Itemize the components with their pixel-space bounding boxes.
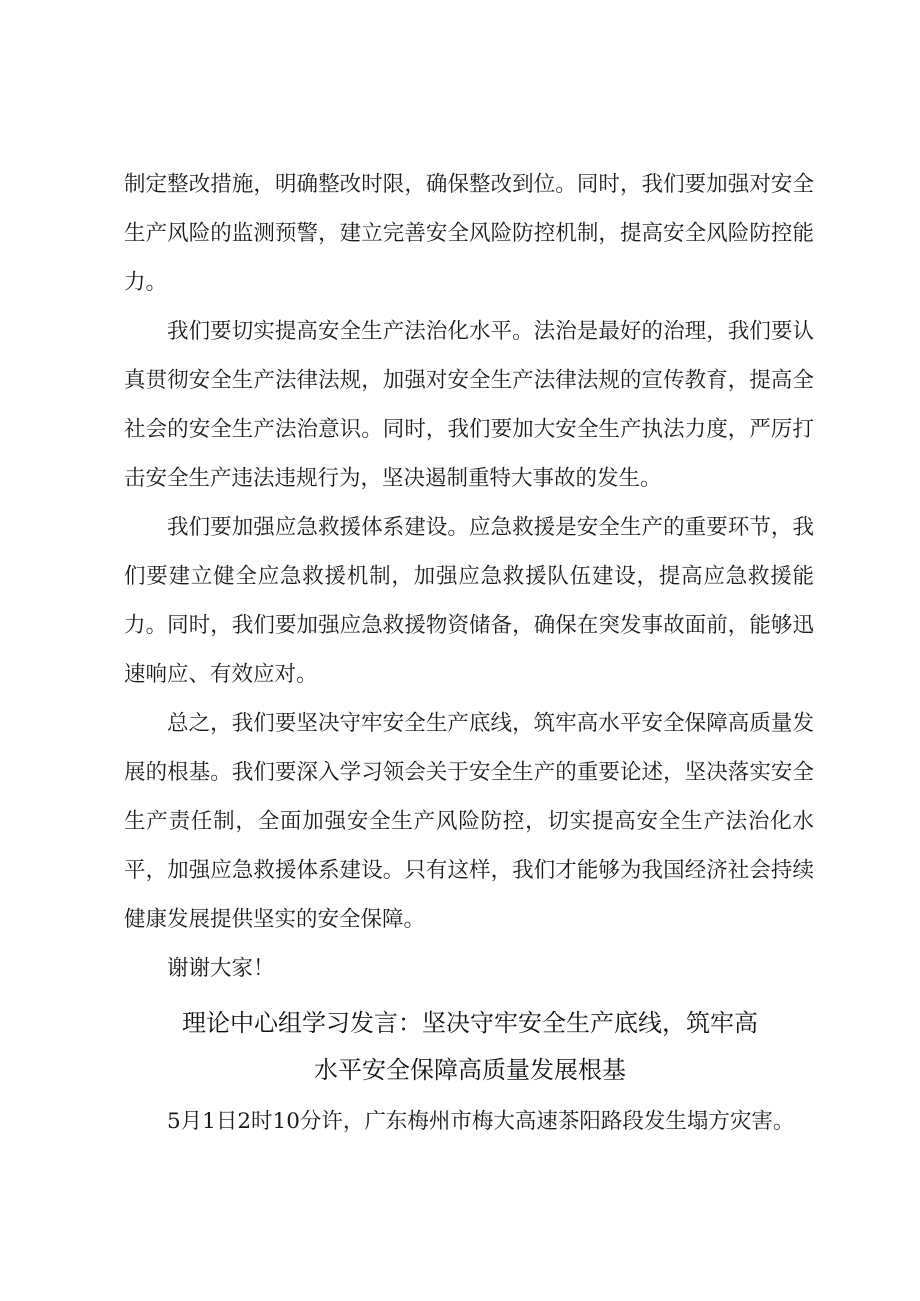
document-body xyxy=(124,160,814,993)
paragraph-conclusion: 总之，我们要坚决守牢安全生产底线，筑牢高水平安全保障高质量发展的根基。我们要深入学习领会关于安全生产的重要论述，坚决落实安全生产责任制，全面加强安全生产风险防控，切实提高安全生产法治化水平，加强应急救援体系建设。只有这样，我们才能够为我国经济社会持续健康发展提供坚实的安全保障。 xyxy=(124,711,814,932)
paragraph-emergency-rescue: 我们要加强应急救援体系建设。应急救援是安全生产的重要环节，我们要建立健全应急救援机制，加强应急救援队伍建设，提高应急救援能力。同时，我们要加强应急救援物资储备，确保在突发事故面前，能够迅速响应、有效应对。 xyxy=(124,515,814,687)
section-title xyxy=(120,1000,820,1094)
paragraph-rule-of-law: 我们要切实提高安全生产法治化水平。法治是最好的治理，我们要认真贯彻安全生产法律法规，加强对安全生产法律法规的宣传教育，提高全社会的安全生产法治意识。同时，我们要加大安全生产执法力度，严厉打击安全生产违法违规行为，坚决遏制重特大事故的发生。 xyxy=(124,319,814,491)
paragraph-continuation: 制定整改措施，明确整改时限，确保整改到位。同时，我们要加强对安全生产风险的监测预警，建立完善安全风险防控机制，提高安全风险防控能力。 xyxy=(124,172,814,295)
paragraph-thanks: 谢谢大家！ xyxy=(167,956,275,981)
section-title-line-1: 理论中心组学习发言：坚决守牢安全生产底线，筑牢高 xyxy=(182,1009,758,1037)
section-title-line-2: 水平安全保障高质量发展根基 xyxy=(314,1056,626,1084)
lead-paragraph: 5月1日2时10分许，广东梅州市梅大高速茶阳路段发生塌方灾害。 xyxy=(167,1109,795,1134)
